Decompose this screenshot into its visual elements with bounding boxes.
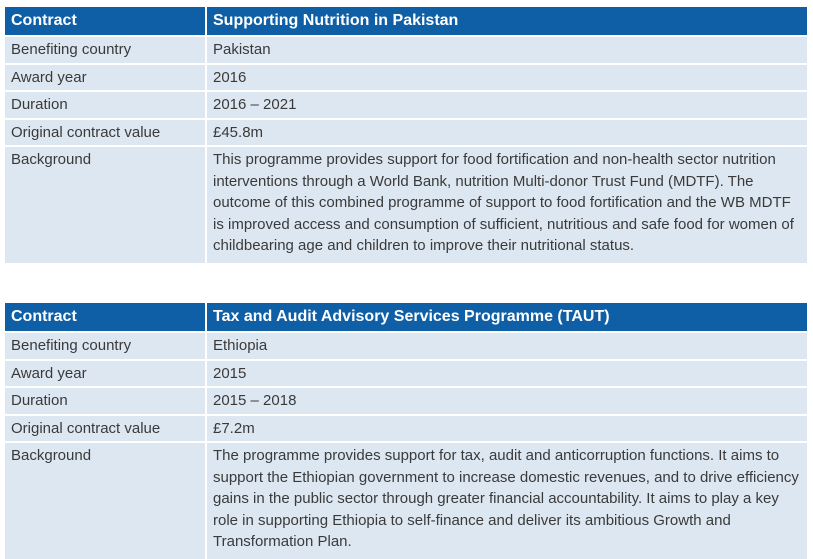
table-row	[5, 386, 807, 414]
table-row	[5, 414, 807, 442]
table-row	[5, 35, 807, 63]
table-header-row	[5, 303, 807, 331]
award-year-value: 2016	[207, 63, 807, 91]
row-label: Duration	[5, 386, 207, 414]
benefiting-country-value: Ethiopia	[207, 331, 807, 359]
row-label: Benefiting country	[5, 331, 207, 359]
row-label: Award year	[5, 359, 207, 387]
contract-title: Tax and Audit Advisory Services Programme (TAUT)	[207, 303, 807, 331]
duration-value: 2016 – 2021	[207, 90, 807, 118]
benefiting-country-value: Pakistan	[207, 35, 807, 63]
row-label: Original contract value	[5, 414, 207, 442]
row-label: Award year	[5, 63, 207, 91]
contract-title: Supporting Nutrition in Pakistan	[207, 7, 807, 35]
table-row	[5, 331, 807, 359]
row-label: Background	[5, 441, 207, 559]
table-row	[5, 145, 807, 263]
table-header-row	[5, 7, 807, 35]
contract-table-pakistan	[5, 7, 807, 263]
table-row	[5, 441, 807, 559]
duration-value: 2015 – 2018	[207, 386, 807, 414]
contract-table-ethiopia	[5, 303, 807, 559]
contract-value: £45.8m	[207, 118, 807, 146]
background-text: This programme provides support for food fortification and non-health sector nutrition interventions through a World Bank, nutrition Multi-donor Trust Fund (MDTF). The outcome of this combined programme of support to food fortification and the WB MDTF is improved access and consumption of sufficient, nutritious and safe food for women of childbearing age and children to improve their nutritional status.	[207, 145, 807, 263]
row-label: Original contract value	[5, 118, 207, 146]
contract-value: £7.2m	[207, 414, 807, 442]
table-row	[5, 90, 807, 118]
background-text: The programme provides support for tax, audit and anticorruption functions. It aims to support the Ethiopian government to increase domestic revenues, and to drive efficiency gains in the public sector through greater financial accountability. It aims to play a key role in supporting Ethiopia to self-finance and deliver its ambitious Growth and Transformation Plan.	[207, 441, 807, 559]
table-row	[5, 118, 807, 146]
header-label: Contract	[5, 7, 207, 35]
row-label: Duration	[5, 90, 207, 118]
table-row	[5, 359, 807, 387]
award-year-value: 2015	[207, 359, 807, 387]
header-label: Contract	[5, 303, 207, 331]
row-label: Benefiting country	[5, 35, 207, 63]
row-label: Background	[5, 145, 207, 263]
table-row	[5, 63, 807, 91]
